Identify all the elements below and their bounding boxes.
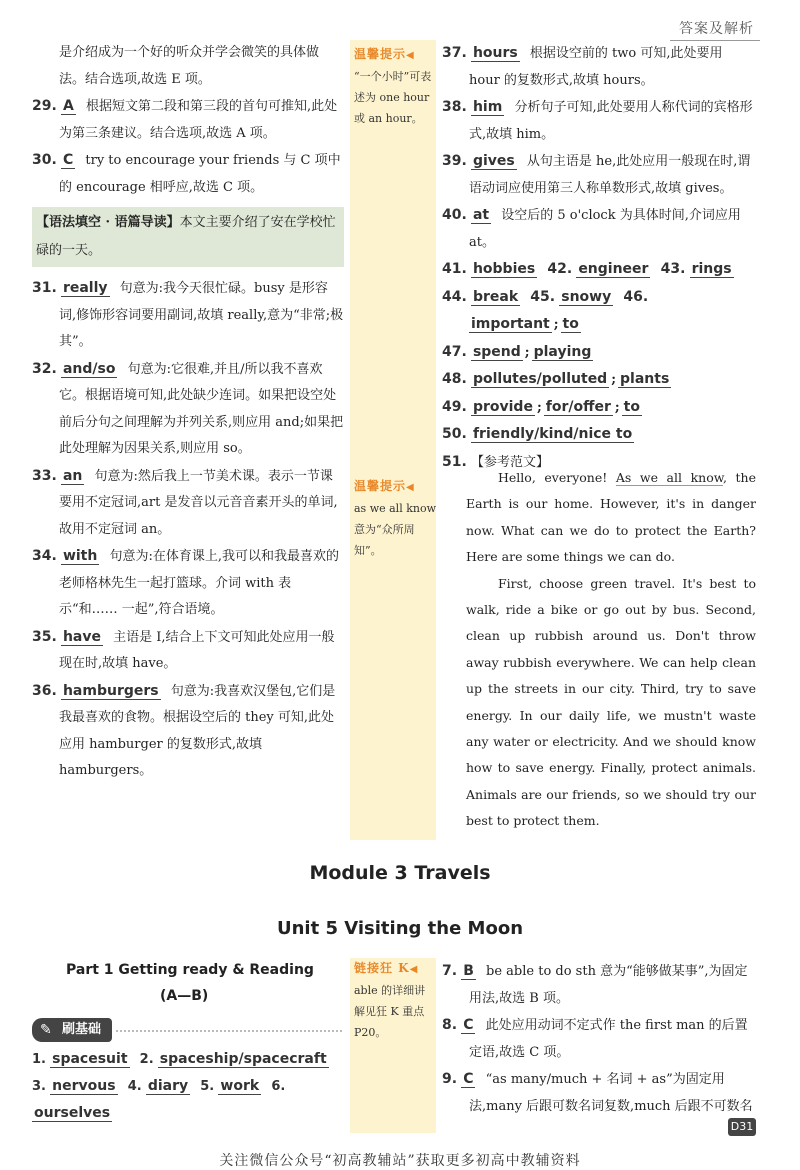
list-item <box>442 40 757 94</box>
list-item <box>442 1012 757 1066</box>
item-explanation: 此处应用动词不定式作 the first man 的后置定语,故选 C 项。 <box>469 1018 748 1060</box>
page-number: D31 <box>728 1118 756 1136</box>
triangle-icon: ◀ <box>409 964 419 975</box>
item-answer: gives <box>472 153 515 169</box>
item-number: 49. <box>442 398 467 415</box>
model-essay <box>466 465 756 835</box>
item-number: 29. <box>32 98 57 114</box>
item-number: 38. <box>442 99 467 115</box>
tip-label: 温馨提示◀ <box>354 47 415 61</box>
guide-label: 【语法填空 · 语篇导读】 <box>36 215 180 230</box>
item-number: 5. <box>200 1079 215 1094</box>
right-column <box>442 40 757 476</box>
tip-box <box>354 44 436 129</box>
item-number: 1. <box>32 1052 46 1067</box>
item-explanation: try to encourage your friends 与 C 项中的 encourage 相呼应,故选 C 项。 <box>59 153 341 195</box>
list-item <box>32 356 344 463</box>
item-answer: spaceship/spacecraft <box>159 1051 327 1067</box>
list-item <box>32 678 344 785</box>
list-item <box>32 275 344 356</box>
item-answer: really <box>62 280 108 296</box>
item-number: 4. <box>127 1079 142 1094</box>
item-number: 36. <box>32 682 57 699</box>
short-answer-row: 49. provide ; for/offer ; to <box>442 394 757 422</box>
item-number: 2. <box>139 1052 154 1067</box>
dotted-divider <box>116 1030 342 1032</box>
item-number: 42. <box>547 261 573 277</box>
list-item <box>442 94 757 148</box>
item-number: 33. <box>32 467 57 484</box>
item-number: 32. <box>32 360 57 377</box>
item-explanation: 句意为:我今天很忙碌。busy 是形容词,修饰形容词要用副词,故填 really,意为“非常;极其”。 <box>59 281 344 349</box>
item-number: 31. <box>32 280 57 296</box>
part-title: Part 1 Getting ready & Reading <box>66 962 314 978</box>
item-number: 39. <box>442 153 467 169</box>
item-answer: and/so <box>62 360 116 377</box>
item-answer: hobbies <box>472 261 536 277</box>
item-number: 3. <box>32 1079 46 1094</box>
item-explanation: 根据设空前的 two 可知,此处要用 hour 的复数形式,故填 hours。 <box>469 46 723 88</box>
unit-title: Unit 5 Visiting the Moon <box>276 918 524 939</box>
essay-paragraph: First, choose green travel. It's best to walk, ride a bike or go out by bus. Second, clean up rubbish around us. Don't throw away rubbish everywhere. We can help clean up the streets in our city. Third, try to save energy. In our daily life, we mustn't waste any water or electricity. And we should know how to save energy. Finally, protect animals. Animals are our friends, so we should try our best to protect them. <box>466 575 756 829</box>
basic-badge: ✎ 刷基础 <box>32 1018 112 1042</box>
item-answer: diary <box>147 1078 189 1094</box>
right-column-lower <box>442 958 757 1120</box>
item-number: 37. <box>442 45 467 61</box>
item-answer-extra: to <box>562 316 579 332</box>
item-number: 8. <box>442 1017 458 1033</box>
module-title: Module 3 Travels <box>309 862 491 884</box>
item-answer: him <box>472 99 503 115</box>
item-explanation: 根据短文第二段和第三段的首句可推知,此处为第三条建议。结合选项,故选 A 项。 <box>59 99 338 141</box>
list-item <box>32 93 344 147</box>
short-answer-row: 47. spend ; playing <box>442 339 757 367</box>
item-explanation: 句意为:它很难,并且/所以我不喜欢它。根据语境可知,此处缺少连词。如果把设空处前后分句之间理解为并列关系,则应用 and;如果把此处理解为因果关系,则应用 so。 <box>59 361 344 456</box>
item-answer: hours <box>472 45 518 61</box>
item-explanation: 从句主语是 he,此处应用一般现在时,谓语动词应使用第三人称单数形式,故填 gives。 <box>469 154 751 196</box>
section-title: 答案及解析 <box>679 21 754 37</box>
left-column <box>32 40 344 785</box>
item-answer: spend <box>472 343 521 360</box>
item-explanation: “as many/much + 名词 + as”为固定用法,many 后跟可数名词复数,much 后跟不可数名 <box>469 1072 753 1114</box>
item-number: 46. <box>623 288 649 305</box>
pen-icon: ✎ <box>40 1022 52 1038</box>
item-answer-extra: plants <box>620 371 670 387</box>
list-item <box>442 202 757 256</box>
item-explanation: 分析句子可知,此处要用人称代词的宾格形式,故填 him。 <box>469 100 753 142</box>
item-number: 30. <box>32 152 57 168</box>
item-answer-extra: for/offer <box>545 398 611 415</box>
item-answer: C <box>62 152 74 168</box>
item-answer: friendly/kind/nice to <box>472 426 633 442</box>
short-answer-row <box>442 421 757 449</box>
passage-guide <box>32 207 344 267</box>
item-answer: work <box>220 1078 260 1094</box>
tip-sidebar <box>350 40 436 840</box>
item-answer: rings <box>691 261 732 277</box>
item-explanation: 句意为:然后我上一节美术课。表示一节课要用不定冠词,art 是发音以元音音素开头的单词,故用不定冠词 an。 <box>59 468 338 537</box>
essay-paragraph: Hello, everyone! As we all know, the Earth is our home. However, it's in danger now. What can we do to protect the Earth? Here are some things we can do. <box>466 470 756 565</box>
basic-answers <box>32 1046 362 1127</box>
item-answer: have <box>62 628 101 645</box>
intro-text: 是介绍成为一个好的听众并学会微笑的具体做法。结合选项,故选 E 项。 <box>59 45 320 87</box>
part-subtitle: (A—B) <box>160 988 209 1004</box>
item-answer: break <box>472 288 519 305</box>
tip-label: 链接狂 K◀ <box>354 961 419 975</box>
tip-text: “一个小时”可表述为 one hour 或 an hour。 <box>354 70 432 125</box>
item-number: 45. <box>530 288 556 305</box>
list-item <box>442 958 757 1012</box>
answer-row <box>32 1046 362 1073</box>
item-answer: A <box>62 98 74 114</box>
item-answer: provide <box>472 398 533 415</box>
item-answer: important <box>471 316 550 332</box>
guide-text: 本文主要介绍了安在学校忙碌的一天。 <box>36 215 336 258</box>
triangle-icon: ◀ <box>406 50 415 61</box>
item-number: 34. <box>32 548 57 564</box>
short-answer-row: 44. break 45. snowy 46. important ; to <box>442 284 757 339</box>
highlighted-phrase: As we all know <box>615 470 723 485</box>
item-number: 44. <box>442 288 467 305</box>
item-answer: with <box>62 548 98 564</box>
tip-label: 温馨提示◀ <box>354 479 415 493</box>
item-answer: B <box>463 963 474 979</box>
item-answer-extra: to <box>623 398 640 415</box>
item-answer: nervous <box>52 1078 116 1094</box>
answer-row <box>32 1073 362 1127</box>
item-answer: snowy <box>561 288 612 305</box>
item-number: 43. <box>660 261 686 277</box>
item-number: 9. <box>442 1071 458 1087</box>
list-item <box>32 543 344 624</box>
list-item <box>32 147 344 201</box>
item-number: 40. <box>442 207 467 223</box>
item-answer: C <box>463 1071 474 1087</box>
item-explanation: be able to do sth 意为“能够做某事”,为固定用法,故选 B 项。 <box>469 964 748 1006</box>
item-answer: C <box>463 1017 474 1033</box>
item-number: 48. <box>442 371 467 387</box>
item-answer-extra: playing <box>533 343 592 360</box>
item-answer: hamburgers <box>62 682 159 699</box>
list-item <box>32 463 344 544</box>
item-explanation: 句意为:我喜欢汉堡包,它们是我最喜欢的食物。根据设空后的 they 可知,此处应用 hamburger 的复数形式,故填 hamburgers。 <box>59 683 336 778</box>
item-number: 35. <box>32 628 57 645</box>
item-number: 6. <box>271 1079 286 1094</box>
short-answer-row: 48. pollutes/polluted ; plants <box>442 366 757 394</box>
item-answer: pollutes/polluted <box>472 371 608 387</box>
tip-text: as we all know 意为“众所周知”。 <box>354 502 437 557</box>
item-explanation: 句意为:在体育课上,我可以和我最喜欢的老师格林先生一起打篮球。介词 with 表示“和…… 一起”,符合语境。 <box>59 549 340 617</box>
tip-text: able 的详细讲解见狂 K 重点 P20。 <box>354 984 426 1039</box>
item-number: 50. <box>442 426 467 442</box>
short-answer-row <box>442 256 757 284</box>
item-answer: ourselves <box>34 1105 111 1121</box>
footer-note: 关注微信公众号“初高教辅站”获取更多初高中教辅资料 <box>219 1153 581 1169</box>
tip-box <box>354 958 436 1043</box>
item-explanation: 主语是 I,结合上下文可知此处应用一般现在时,故填 have。 <box>59 629 335 671</box>
list-item <box>442 148 757 202</box>
item-answer: an <box>62 467 83 484</box>
item-answer: at <box>472 207 490 223</box>
item-number: 7. <box>442 963 458 979</box>
list-item <box>442 1066 757 1120</box>
item-answer: spacesuit <box>52 1051 128 1067</box>
item-number: 47. <box>442 343 467 360</box>
list-item <box>32 624 344 678</box>
item-answer: engineer <box>578 261 649 277</box>
triangle-icon: ◀ <box>406 482 415 493</box>
tip-box <box>354 476 436 561</box>
item-number: 51. <box>442 453 467 470</box>
item-number: 41. <box>442 261 467 277</box>
essay-heading-label: 【参考范文】 <box>470 454 549 470</box>
item-explanation: 设空后的 5 o'clock 为具体时间,介词应用 at。 <box>469 208 741 250</box>
